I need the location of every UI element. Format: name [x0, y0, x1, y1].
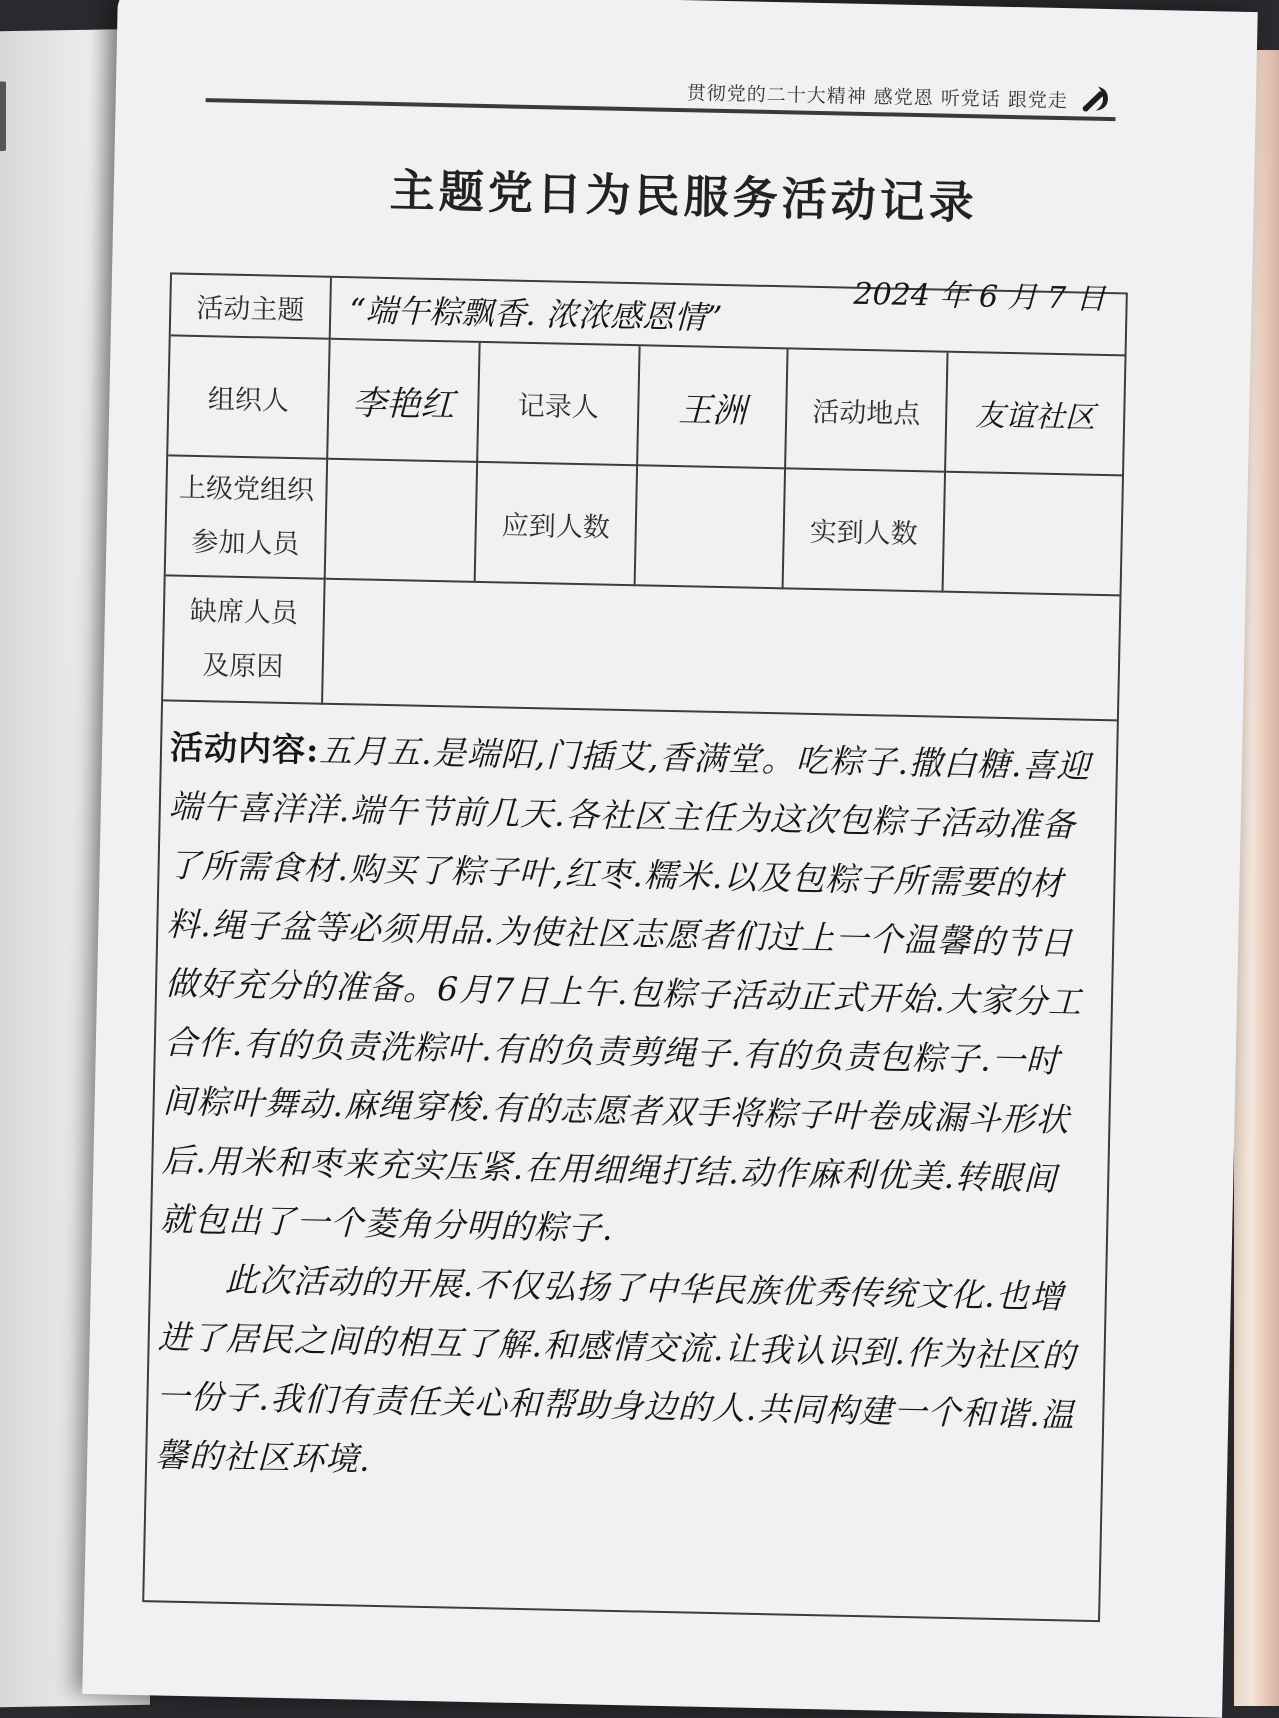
organizer-value-cell	[328, 340, 480, 463]
recorder-value: 王洲	[677, 389, 747, 431]
content-paragraph-2: 此次活动的开展.不仅弘扬了中华民族优秀传统文化.也增进了居民之间的相互了解.和感情交流.让我认识到.作为社区的一份子.我们有责任关心和帮助身边的人.共同构建一个和谐.温馨的社区环境.	[154, 1259, 1077, 1479]
organizer-value: 李艳红	[351, 382, 455, 425]
absent-label-line-2: 及原因	[202, 649, 284, 683]
actual-label: 实到人数	[809, 516, 919, 550]
record-table	[142, 272, 1128, 1622]
recorder-value-cell	[638, 346, 788, 469]
superior-label-line-2: 参加人员	[191, 526, 300, 561]
actual-value-cell	[944, 473, 1122, 597]
theme-value: “端午粽飘香. 浓浓感恩情”	[348, 291, 723, 337]
expected-label: 应到人数	[501, 509, 611, 544]
theme-label: 活动主题	[195, 292, 305, 326]
expected-label-cell	[476, 463, 638, 586]
location-value: 友谊社区	[974, 398, 1096, 436]
absent-label-line-1: 缺席人员	[189, 595, 299, 629]
absent-label-cell	[163, 576, 326, 704]
location-value-cell	[946, 353, 1124, 477]
record-date: 2024 年 6 月 7 日	[853, 276, 1107, 317]
superior-label-line-1: 上级党组织	[178, 472, 315, 507]
content-label: 活动内容:	[169, 727, 320, 770]
recorder-label: 记录人	[517, 390, 600, 423]
actual-label-cell	[784, 469, 946, 592]
notebook-page	[82, 0, 1257, 1718]
location-label-cell	[786, 349, 948, 472]
page-title: 主题党日为民服务活动记录	[389, 163, 979, 230]
content-paragraph-1-text: 五月五.是端阳,门插艾,香满堂。吃粽子.撒白糖.喜迎端午喜洋洋.端午节前几天.各社区主任为这次包粽子活动准备了所需食材.购买了粽子叶,红枣.糯米.以及包粽子所需要的材料.绳子盆等必须用品.为使社区志愿者们过上一个温馨的节日做好充分的准备。6月7日上午.包粽子活动正式开始.大家分工合作.有的负责洗粽叶.有的负责剪绳子.有的负责包粽子.一时间粽叶舞动.麻绳穿梭.有的志愿者双手将粽子叶卷成漏斗形状后.用米和枣来充实压紧.在用细绳打结.动作麻利优美.转眼间就包出了一个菱角分明的粽子.	[159, 730, 1091, 1248]
location-label: 活动地点	[811, 396, 921, 430]
organizer-label-cell	[168, 336, 330, 459]
recorder-label-cell	[478, 343, 640, 466]
superior-value-cell	[326, 460, 478, 583]
activity-content	[147, 701, 1117, 1504]
header-slogan: 贯彻党的二十大精神 感党恩 听党话 跟党走	[686, 82, 1069, 113]
organizer-label: 组织人	[207, 383, 290, 417]
expected-value-cell	[636, 466, 786, 589]
page-header	[206, 68, 1117, 121]
left-page-logo-fragment	[0, 81, 22, 151]
content-paragraph-1	[160, 718, 1099, 1268]
theme-label-cell	[171, 274, 332, 339]
superior-label-cell	[166, 456, 328, 579]
absent-value-cell	[323, 580, 1119, 722]
party-emblem-icon	[1078, 80, 1113, 115]
